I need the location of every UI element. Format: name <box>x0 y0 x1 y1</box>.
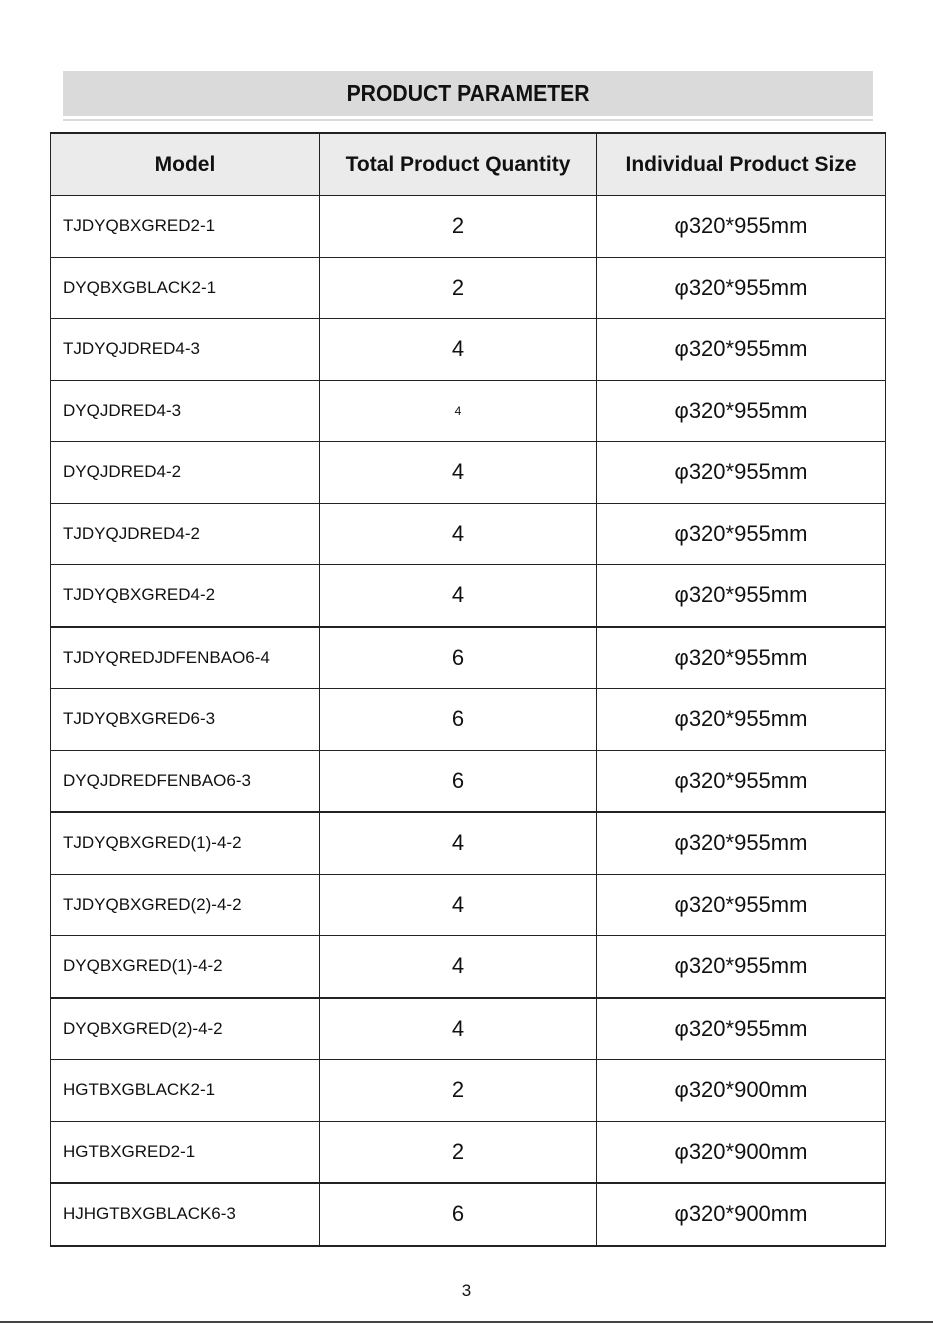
table-row <box>51 319 886 381</box>
cell-size: φ320*955mm <box>597 998 886 1060</box>
footer-divider <box>0 1321 933 1323</box>
cell-model: DYQBXGBLACK2-1 <box>51 257 320 319</box>
table-row <box>51 1183 886 1246</box>
table-row <box>51 627 886 689</box>
page-title: PRODUCT PARAMETER <box>346 80 590 106</box>
cell-quantity: 4 <box>320 998 597 1060</box>
cell-model: DYQBXGRED(2)-4-2 <box>51 998 320 1060</box>
cell-quantity: 6 <box>320 1183 597 1246</box>
product-parameter-table <box>50 132 886 1247</box>
cell-size: φ320*955mm <box>597 936 886 998</box>
cell-size: φ320*955mm <box>597 627 886 689</box>
table-row <box>51 998 886 1060</box>
cell-quantity: 4 <box>320 874 597 936</box>
cell-size: φ320*955mm <box>597 689 886 751</box>
table-row <box>51 1060 886 1122</box>
table-row <box>51 380 886 442</box>
cell-size: φ320*955mm <box>597 442 886 504</box>
cell-model: DYQJDREDFENBAO6-3 <box>51 750 320 812</box>
cell-size: φ320*955mm <box>597 750 886 812</box>
table-row <box>51 257 886 319</box>
cell-quantity: 4 <box>320 442 597 504</box>
cell-size: φ320*955mm <box>597 380 886 442</box>
table-row <box>51 812 886 874</box>
cell-model: TJDYQREDJDFENBAO6-4 <box>51 627 320 689</box>
table-row <box>51 750 886 812</box>
cell-size: φ320*900mm <box>597 1060 886 1122</box>
cell-model: TJDYQJDRED4-2 <box>51 503 320 565</box>
cell-model: HJHGTBXGBLACK6-3 <box>51 1183 320 1246</box>
cell-size: φ320*955mm <box>597 503 886 565</box>
table-row <box>51 936 886 998</box>
cell-quantity: 4 <box>320 565 597 627</box>
cell-model: TJDYQBXGRED(1)-4-2 <box>51 812 320 874</box>
cell-model: DYQBXGRED(1)-4-2 <box>51 936 320 998</box>
cell-size: φ320*900mm <box>597 1121 886 1183</box>
cell-model: DYQJDRED4-3 <box>51 380 320 442</box>
cell-model: DYQJDRED4-2 <box>51 442 320 504</box>
cell-quantity: 2 <box>320 1121 597 1183</box>
cell-quantity: 4 <box>320 503 597 565</box>
cell-quantity: 4 <box>320 319 597 381</box>
cell-model: HGTBXGRED2-1 <box>51 1121 320 1183</box>
page-number: 3 <box>461 1281 472 1300</box>
cell-quantity: 6 <box>320 750 597 812</box>
cell-quantity: 2 <box>320 1060 597 1122</box>
table-row <box>51 442 886 504</box>
cell-model: TJDYQBXGRED4-2 <box>51 565 320 627</box>
table-row <box>51 565 886 627</box>
table-row <box>51 196 886 258</box>
table-row <box>51 689 886 751</box>
cell-size: φ320*955mm <box>597 565 886 627</box>
cell-size: φ320*955mm <box>597 196 886 258</box>
table-row <box>51 503 886 565</box>
cell-size: φ320*955mm <box>597 319 886 381</box>
cell-size: φ320*955mm <box>597 257 886 319</box>
cell-model: TJDYQBXGRED(2)-4-2 <box>51 874 320 936</box>
cell-model: TJDYQBXGRED6-3 <box>51 689 320 751</box>
cell-model: TJDYQJDRED4-3 <box>51 319 320 381</box>
header-model: Model <box>51 133 320 196</box>
cell-quantity: 2 <box>320 257 597 319</box>
cell-size: φ320*955mm <box>597 812 886 874</box>
cell-quantity: 4 <box>320 380 597 442</box>
table-header-row <box>51 133 886 196</box>
cell-size: φ320*955mm <box>597 874 886 936</box>
table-row <box>51 874 886 936</box>
cell-quantity: 4 <box>320 812 597 874</box>
cell-size: φ320*900mm <box>597 1183 886 1246</box>
title-bar <box>63 71 873 116</box>
cell-model: TJDYQBXGRED2-1 <box>51 196 320 258</box>
table-row <box>51 1121 886 1183</box>
cell-quantity: 6 <box>320 689 597 751</box>
cell-model: HGTBXGBLACK2-1 <box>51 1060 320 1122</box>
cell-quantity: 2 <box>320 196 597 258</box>
header-quantity: Total Product Quantity <box>320 133 597 196</box>
cell-quantity: 4 <box>320 936 597 998</box>
header-size: Individual Product Size <box>597 133 886 196</box>
cell-quantity: 6 <box>320 627 597 689</box>
